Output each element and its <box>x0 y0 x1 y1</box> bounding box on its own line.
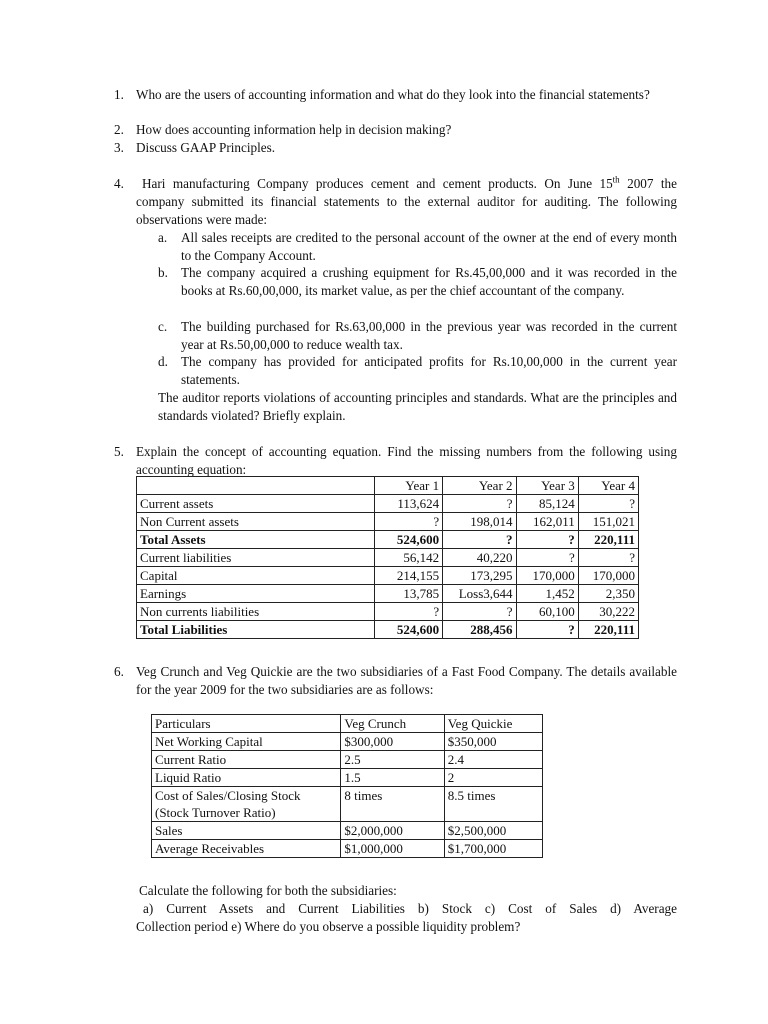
table-cell: 30,222 <box>578 603 638 621</box>
row-label: Liquid Ratio <box>152 769 341 787</box>
header-cell <box>137 477 375 495</box>
q4-intro: Hari manufacturing Company produces cement and cement products. On June 15th 2007 the company submitted its financial statements to the external auditor for auditing. The following observations were made: <box>136 174 677 227</box>
table-cell: 2,350 <box>578 585 638 603</box>
table-cell: 220,111 <box>578 531 638 549</box>
row-label: Non Current assets <box>137 513 375 531</box>
table-cell: ? <box>443 603 516 621</box>
row-label: Current liabilities <box>137 549 375 567</box>
header-cell: Veg Crunch <box>341 715 444 733</box>
table-cell: 2.5 <box>341 751 444 769</box>
table-cell: 151,021 <box>578 513 638 531</box>
table-cell: $2,500,000 <box>444 822 542 840</box>
table-row <box>152 787 543 822</box>
calc-line-2: Collection period e) Where do you observe a possible liquidity problem? <box>136 919 521 934</box>
table-cell: 198,014 <box>443 513 516 531</box>
q1-number: 1. <box>114 87 124 102</box>
q6-text: Veg Crunch and Veg Quickie are the two subsidiaries of a Fast Food Company. The details available for the year 2009 for the two subsidiaries are as follows: <box>136 664 677 697</box>
q4-item-b: The company acquired a crushing equipment for Rs.45,00,000 and it was recorded in the books at Rs.60,00,000, its market value, as per the chief accountant of the company. <box>181 265 677 298</box>
table-cell: ? <box>516 549 578 567</box>
row-label: Non currents liabilities <box>137 603 375 621</box>
row-label: Average Receivables <box>152 840 341 858</box>
table-cell: $1,700,000 <box>444 840 542 858</box>
table-cell: 56,142 <box>374 549 442 567</box>
row-label: Net Working Capital <box>152 733 341 751</box>
row-label: Capital <box>137 567 375 585</box>
table-cell: 60,100 <box>516 603 578 621</box>
table-cell: 220,111 <box>578 621 638 639</box>
q3-text: Discuss GAAP Principles. <box>136 140 276 155</box>
table-row <box>137 495 639 513</box>
table-cell: $300,000 <box>341 733 444 751</box>
table-row <box>137 567 639 585</box>
table-cell: ? <box>578 549 638 567</box>
q6-number: 6. <box>114 664 124 679</box>
header-cell: Year 2 <box>443 477 516 495</box>
table-cell: $2,000,000 <box>341 822 444 840</box>
table-row-total-liabilities <box>137 621 639 639</box>
table-row-total-assets <box>137 531 639 549</box>
table-cell: 1.5 <box>341 769 444 787</box>
table-cell: 40,220 <box>443 549 516 567</box>
table-cell: 524,600 <box>374 531 442 549</box>
table-cell: Loss3,644 <box>443 585 516 603</box>
table-row <box>137 603 639 621</box>
row-label: Sales <box>152 822 341 840</box>
header-cell: Year 3 <box>516 477 578 495</box>
row-label: Current assets <box>137 495 375 513</box>
q4-item-b-label: b. <box>158 265 168 280</box>
q1-text: Who are the users of accounting information and what do they look into the financial statements? <box>136 87 650 102</box>
table-cell: 2 <box>444 769 542 787</box>
q4-closing: The auditor reports violations of accounting principles and standards. What are the principles and standards violated? Briefly explain. <box>158 390 677 423</box>
table-cell: 214,155 <box>374 567 442 585</box>
q4-item-d: The company has provided for anticipated profits for Rs.10,00,000 in the current year statements. <box>181 354 677 387</box>
table-cell: 2.4 <box>444 751 542 769</box>
table-cell: 8.5 times <box>444 787 542 822</box>
table-row <box>152 822 543 840</box>
row-label-subline: (Stock Turnover Ratio) <box>155 805 276 820</box>
table-cell: 170,000 <box>516 567 578 585</box>
q4-item-c-label: c. <box>158 319 168 334</box>
table-cell: ? <box>578 495 638 513</box>
q4-item-a-label: a. <box>158 230 168 245</box>
table-header-row <box>152 715 543 733</box>
table-cell: ? <box>443 531 516 549</box>
table-row <box>137 585 639 603</box>
table-cell: 113,624 <box>374 495 442 513</box>
table-row <box>137 513 639 531</box>
table-cell: ? <box>374 513 442 531</box>
subsidiaries-table <box>151 714 543 858</box>
table-cell: ? <box>374 603 442 621</box>
table-cell: $1,000,000 <box>341 840 444 858</box>
q5-number: 5. <box>114 444 124 459</box>
table-cell: 85,124 <box>516 495 578 513</box>
q4-number: 4. <box>114 176 124 191</box>
table-cell: ? <box>443 495 516 513</box>
table-row <box>152 769 543 787</box>
table-cell: 162,011 <box>516 513 578 531</box>
table-cell: 1,452 <box>516 585 578 603</box>
accounting-equation-table <box>136 476 639 639</box>
calc-line-1: a) Current Assets and Current Liabilities b) Stock c) Cost of Sales d) Average <box>143 901 677 916</box>
row-label: Total Liabilities <box>137 621 375 639</box>
q2-number: 2. <box>114 122 124 137</box>
q5-text: Explain the concept of accounting equation. Find the missing numbers from the following using accounting equation: <box>136 444 677 477</box>
row-label <box>152 787 341 822</box>
q2-text: How does accounting information help in decision making? <box>136 122 452 137</box>
q4-item-c: The building purchased for Rs.63,00,000 in the previous year was recorded in the current year at Rs.50,00,000 to reduce wealth tax. <box>181 319 677 352</box>
table-cell: 524,600 <box>374 621 442 639</box>
table-cell: 170,000 <box>578 567 638 585</box>
table-cell: 13,785 <box>374 585 442 603</box>
table-cell: 288,456 <box>443 621 516 639</box>
table-cell: $350,000 <box>444 733 542 751</box>
row-label: Current Ratio <box>152 751 341 769</box>
table-header-row <box>137 477 639 495</box>
header-cell: Particulars <box>152 715 341 733</box>
calc-intro: Calculate the following for both the subsidiaries: <box>139 883 397 898</box>
table-row <box>152 840 543 858</box>
row-label-line: Cost of Sales/Closing Stock <box>155 788 301 803</box>
q4-item-d-label: d. <box>158 354 168 369</box>
row-label: Total Assets <box>137 531 375 549</box>
header-cell: Year 1 <box>374 477 442 495</box>
row-label: Earnings <box>137 585 375 603</box>
header-cell: Year 4 <box>578 477 638 495</box>
table-cell: ? <box>516 621 578 639</box>
q4-item-a: All sales receipts are credited to the personal account of the owner at the end of every month to the Company Account. <box>181 230 677 263</box>
table-row <box>152 733 543 751</box>
table-cell: 8 times <box>341 787 444 822</box>
header-cell: Veg Quickie <box>444 715 542 733</box>
table-row <box>152 751 543 769</box>
table-cell: ? <box>516 531 578 549</box>
table-cell: 173,295 <box>443 567 516 585</box>
table-row <box>137 549 639 567</box>
q3-number: 3. <box>114 140 124 155</box>
